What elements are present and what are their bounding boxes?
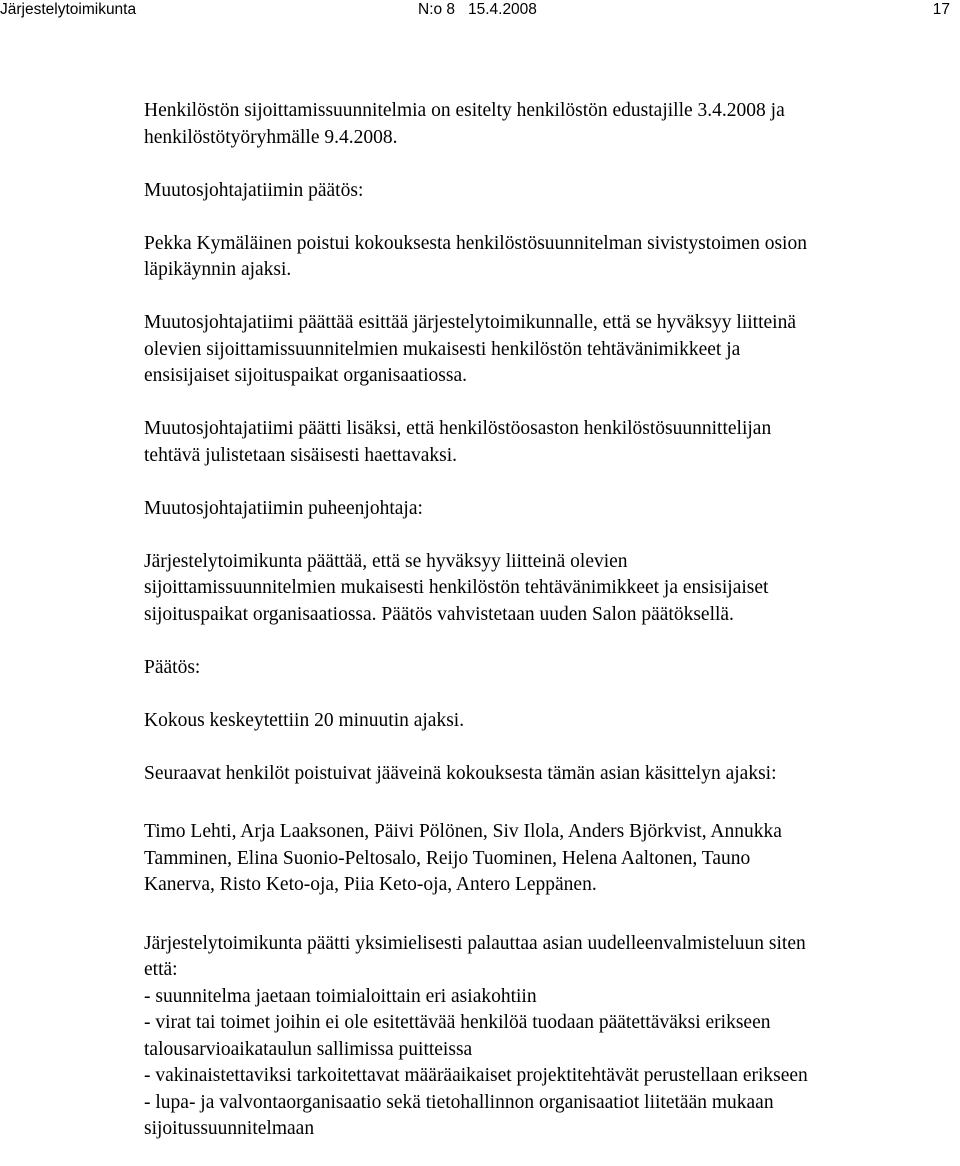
paragraph-recused-intro [144,761,956,788]
page-header [0,0,960,22]
list-item: - vakinaistettaviksi tarkoitettavat määräaikaiset projektitehtävät perustellaan erikseen [144,1065,808,1086]
paragraph-committee-proposal [144,549,956,629]
header-organization: Järjestelytoimikunta [0,1,137,18]
text-line: Muutosjohtajatiimin päätös: [144,179,364,201]
text-line: Järjestelytoimikunta päättää, että se hyväksyy liitteinä olevien [144,550,628,572]
text-line: talousarvioaikataulun sallimissa puitteissa [144,1038,473,1060]
document-body [144,98,956,1143]
header-meeting-number-date: N:o 8 15.4.2008 [418,1,537,18]
text-line: ensisijaiset sijoituspaikat organisaatiossa. [144,365,467,386]
paragraph-additional-decision [144,416,956,469]
paragraph-plan-presented [144,98,956,151]
text-line: Tamminen, Elina Suonio-Peltosalo, Reijo Tuominen, Helena Aaltonen, Tauno [144,847,751,869]
text-line: Kanerva, Risto Keto-oja, Piia Keto-oja, Antero Leppänen. [144,874,597,895]
heading-team-decision [144,178,956,205]
text-line: tehtävä julistetaan sisäisesti haettavaksi. [144,444,457,466]
text-line: Päätös: [144,656,201,678]
text-line: Muutosjohtajatiimi päätti lisäksi, että henkilöstöosaston henkilöstösuunnittelijan [144,418,772,439]
paragraph-recused-names [144,819,956,899]
text-line: sijoittamissuunnitelmien mukaisesti henkilöstön tehtävänimikkeet ja ensisijaiset [144,577,769,598]
list-item: - lupa- ja valvontaorganisaatio sekä tietohallinnon organisaatiot liitetään mukaan [144,1091,774,1113]
text-line: että: [144,959,178,980]
text-line: Järjestelytoimikunta päätti yksimielisesti palauttaa asian uudelleenvalmisteluun siten [144,932,806,954]
text-line: Pekka Kymäläinen poistui kokouksesta henkilöstösuunnitelman sivistystoimen osion [144,232,807,254]
list-item: - suunnitelma jaetaan toimialoittain eri asiakohtiin [144,985,537,1007]
paragraph-member-left [144,231,956,284]
paragraph-final-decision [144,931,956,1143]
paragraph-meeting-paused [144,708,956,735]
paragraph-team-proposal [144,310,956,390]
text-line: sijoitussuunnitelmaan [144,1118,315,1139]
text-line: sijoituspaikat organisaatiossa. Päätös vahvistetaan uuden Salon päätöksellä. [144,603,734,625]
text-line: Seuraavat henkilöt poistuivat jääveinä kokouksesta tämän asian käsittelyn ajaksi: [144,762,777,784]
text-line: läpikäynnin ajaksi. [144,259,292,280]
list-item: - virat tai toimet joihin ei ole esitettävää henkilöä tuodaan päätettäväksi erikseen [144,1012,771,1033]
heading-decision [144,655,956,682]
text-line: olevien sijoittamissuunnitelmien mukaisesti henkilöstön tehtävänimikkeet ja [144,338,741,360]
text-line: Kokous keskeytettiin 20 minuutin ajaksi. [144,709,465,731]
heading-chairperson [144,496,956,523]
text-line: Timo Lehti, Arja Laaksonen, Päivi Pölönen, Siv Ilola, Anders Björkvist, Annukka [144,821,782,842]
text-line: Muutosjohtajatiimi päättää esittää järjestelytoimikunnalle, että se hyväksyy liitteinä [144,312,796,333]
text-line: Muutosjohtajatiimin puheenjohtaja: [144,497,423,519]
text-line: Henkilöstön sijoittamissuunnitelmia on esitelty henkilöstön edustajille 3.4.2008 ja [144,100,785,121]
header-page-number: 17 [932,1,950,18]
text-line: henkilöstötyöryhmälle 9.4.2008. [144,126,398,148]
